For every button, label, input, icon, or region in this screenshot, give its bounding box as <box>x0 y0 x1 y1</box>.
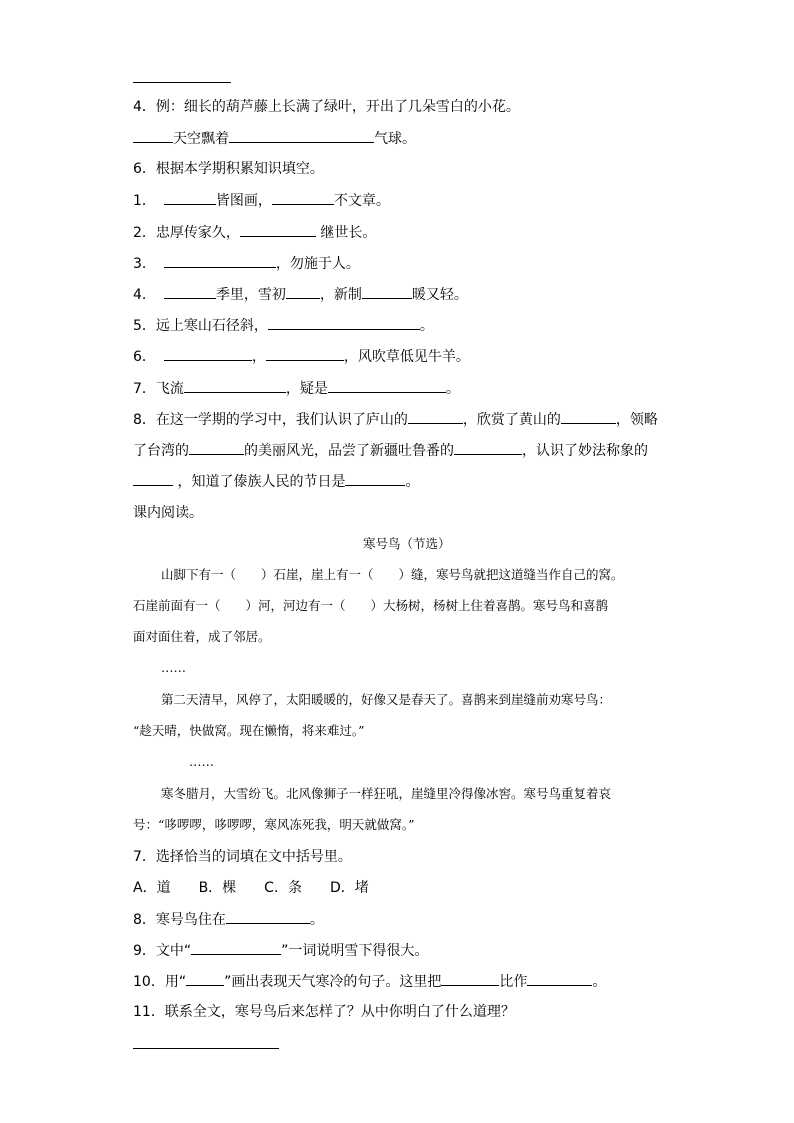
blank[interactable] <box>240 222 316 237</box>
fill-line-3: 3． ，勿施于人。 <box>133 253 360 274</box>
fill-line-4: 4． 季里，雪初 ，新制 暖又轻。 <box>133 284 468 305</box>
blank[interactable] <box>454 440 522 455</box>
fill-line-8c: ，知道了傣族人民的节日是 。 <box>133 471 419 492</box>
blank[interactable] <box>133 471 173 486</box>
passage-title: 寒号鸟（节选） <box>363 536 451 551</box>
blank[interactable] <box>328 378 446 393</box>
fill-line-1: 1． 皆图画， 不文章。 <box>133 190 390 211</box>
fill-line-5: 5．远上寒山石径斜， 。 <box>133 315 434 336</box>
blank[interactable] <box>268 315 420 330</box>
answer-line-bottom[interactable] <box>133 1048 279 1049</box>
passage-line: 寒冬腊月，大雪纷飞。北风像狮子一样狂吼，崖缝里冷得像冰窖。寒号鸟重复着哀 <box>161 786 612 801</box>
reading-heading: 课内阅读。 <box>133 505 203 521</box>
blank[interactable] <box>286 284 320 299</box>
answer-line-top <box>133 82 231 83</box>
blank[interactable] <box>272 190 334 205</box>
passage-line: 第二天清早，风停了，太阳暖暖的，好像又是春天了。喜鹊来到崖缝前劝寒号鸟： <box>161 692 612 707</box>
passage-line: “趁天晴，快做窝。现在懒惰，将来难过。” <box>133 723 365 738</box>
blank[interactable] <box>345 471 405 486</box>
blank[interactable] <box>191 940 281 955</box>
question-9: 9．文中“ ”一词说明雪下得很大。 <box>133 940 428 961</box>
fill-line-2: 2．忠厚传家久， 继世长。 <box>133 222 376 243</box>
blank[interactable] <box>164 253 276 268</box>
question-10: 10．用“ ”画出表现天气寒冷的句子。这里把 比作 。 <box>133 971 606 992</box>
blank[interactable] <box>561 409 616 424</box>
blank[interactable] <box>408 409 463 424</box>
blank[interactable] <box>189 440 244 455</box>
blank[interactable] <box>229 128 374 143</box>
question-4-example: 4．例：细长的葫芦藤上长满了绿叶，开出了几朵雪白的小花。 <box>133 99 520 115</box>
blank[interactable] <box>184 378 286 393</box>
blank[interactable] <box>164 346 252 361</box>
fill-line-8b: 了台湾的 的美丽风光，品尝了新疆吐鲁番的 ，认识了妙法称象的 <box>133 440 648 461</box>
blank[interactable] <box>186 971 224 986</box>
passage-line: 石崖前面有一（ ）河，河边有一（ ）大杨树，杨树上住着喜鹊。寒号鸟和喜鹊 <box>133 598 609 613</box>
blank[interactable] <box>266 346 344 361</box>
fill-line-7: 7．飞流 ，疑是 。 <box>133 378 460 399</box>
blank[interactable] <box>133 128 173 143</box>
passage-line: 面对面住着，成了邻居。 <box>133 629 271 644</box>
question-7: 7．选择恰当的词填在文中括号里。 <box>133 849 352 865</box>
blank[interactable] <box>441 971 499 986</box>
fill-line-6: 6． ， ，风吹草低见牛羊。 <box>133 346 470 367</box>
ellipsis: …… <box>161 660 186 675</box>
question-6-heading: 6．根据本学期积累知识填空。 <box>133 161 324 177</box>
passage-line: 号：“哆啰啰，哆啰啰，寒风冻死我，明天就做窝。” <box>133 817 415 832</box>
question-4-fill: 天空飘着 气球。 <box>133 128 416 149</box>
question-8: 8．寒号鸟住在 。 <box>133 909 324 930</box>
blank[interactable] <box>164 284 216 299</box>
question-7-options: A．道 B．棵 C．条 D．堵 <box>133 880 369 896</box>
passage-line: 山脚下有一（ ）石崖，崖上有一（ ）缝，寒号鸟就把这道缝当作自己的窝。 <box>161 567 624 582</box>
blank[interactable] <box>164 190 216 205</box>
fill-line-8a: 8．在这一学期的学习中，我们认识了庐山的 ，欣赏了黄山的 ，领略 <box>133 409 658 430</box>
blank[interactable] <box>527 971 592 986</box>
question-11: 11．联系全文，寒号鸟后来怎样了？从中你明白了什么道理？ <box>133 1004 515 1020</box>
blank[interactable] <box>226 909 310 924</box>
ellipsis: …… <box>189 754 214 769</box>
blank[interactable] <box>362 284 412 299</box>
